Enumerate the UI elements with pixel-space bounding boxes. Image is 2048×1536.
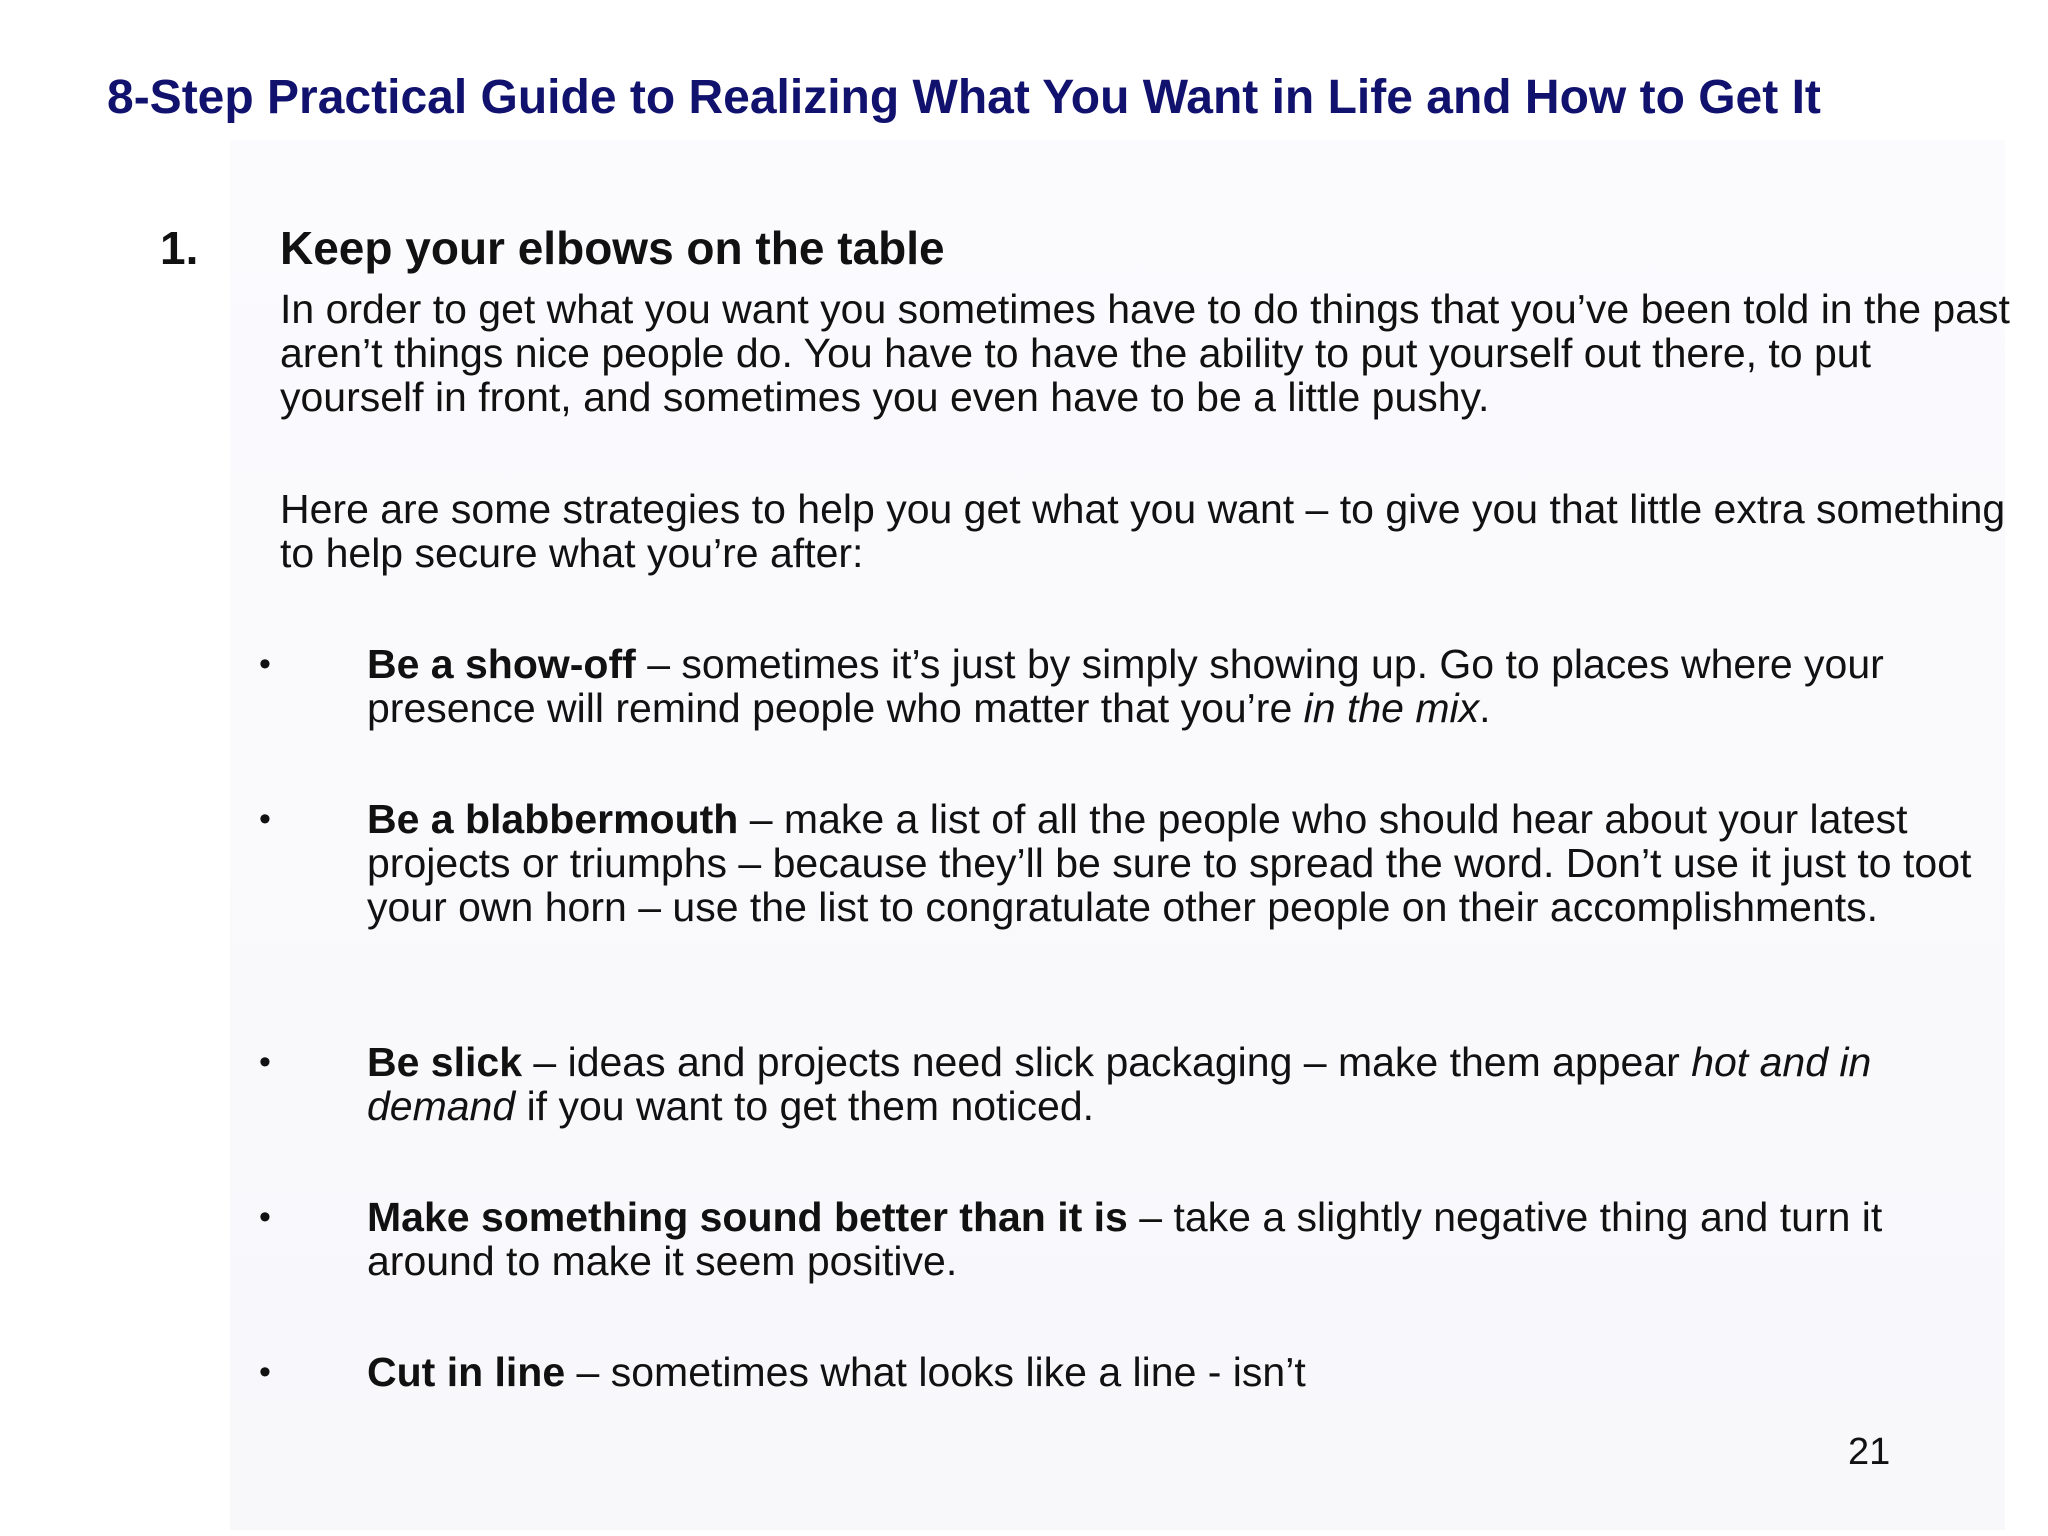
list-item-text <box>367 1350 2007 1394</box>
list-item-bold: Cut in line <box>367 1349 566 1395</box>
step-heading: Keep your elbows on the table <box>280 222 945 274</box>
list-item-bold: Make something sound better than it is <box>367 1194 1128 1240</box>
list-item-body: – sometimes it’s just by simply showing up. Go to places where your presence will remind people who matter that you’re <box>367 641 1884 731</box>
list-item-bold: Be slick <box>367 1039 522 1085</box>
list-item-body: – take a slightly negative thing and turn it around to make it seem positive. <box>367 1194 1883 1284</box>
bullet-icon: • <box>259 645 271 683</box>
list-item-body-end: . <box>1479 685 1491 731</box>
strategies-intro-paragraph: Here are some strategies to help you get what you want – to give you that little extra something to help secure what you’re after: <box>280 486 2006 576</box>
list-item-text <box>367 1195 2007 1283</box>
bullet-icon: • <box>259 1353 271 1391</box>
bullet-icon: • <box>259 1043 271 1081</box>
list-item-italic: in the mix <box>1303 685 1480 731</box>
page-number: 21 <box>1848 1431 1891 1473</box>
list-item-body: – sometimes what looks like a line - isn’t <box>565 1349 1306 1395</box>
list-item-text <box>367 642 2007 730</box>
list-item-bold: Be a show-off <box>367 641 636 687</box>
list-item-body-end: if you want to get them noticed. <box>515 1083 1095 1129</box>
list-item-body: – ideas and projects need slick packaging – make them appear <box>522 1039 1692 1085</box>
bullet-icon: • <box>259 1198 271 1236</box>
list-item-text <box>367 797 2007 929</box>
list-item-bold: Be a blabbermouth <box>367 796 739 842</box>
step-intro-paragraph: In order to get what you want you sometimes have to do things that you’ve been told in the past aren’t things nice people do. You have to have the ability to put yourself out there, to put yourself in front, and sometimes you even have to be a little pushy. <box>280 286 2010 420</box>
list-item-italic: hot and in demand <box>367 1039 1872 1129</box>
list-item-body: – make a list of all the people who should hear about your latest projects or triumphs – because they’ll be sure to spread the word. Don’t use it just to toot your own horn – use the list to congratulate other people on their accomplishments. <box>367 796 1972 930</box>
list-item-text <box>367 1040 2007 1128</box>
bullet-icon: • <box>259 800 271 838</box>
slide-title: 8-Step Practical Guide to Realizing What You Want in Life and How to Get It <box>107 71 1821 124</box>
step-number: 1. <box>160 222 199 274</box>
